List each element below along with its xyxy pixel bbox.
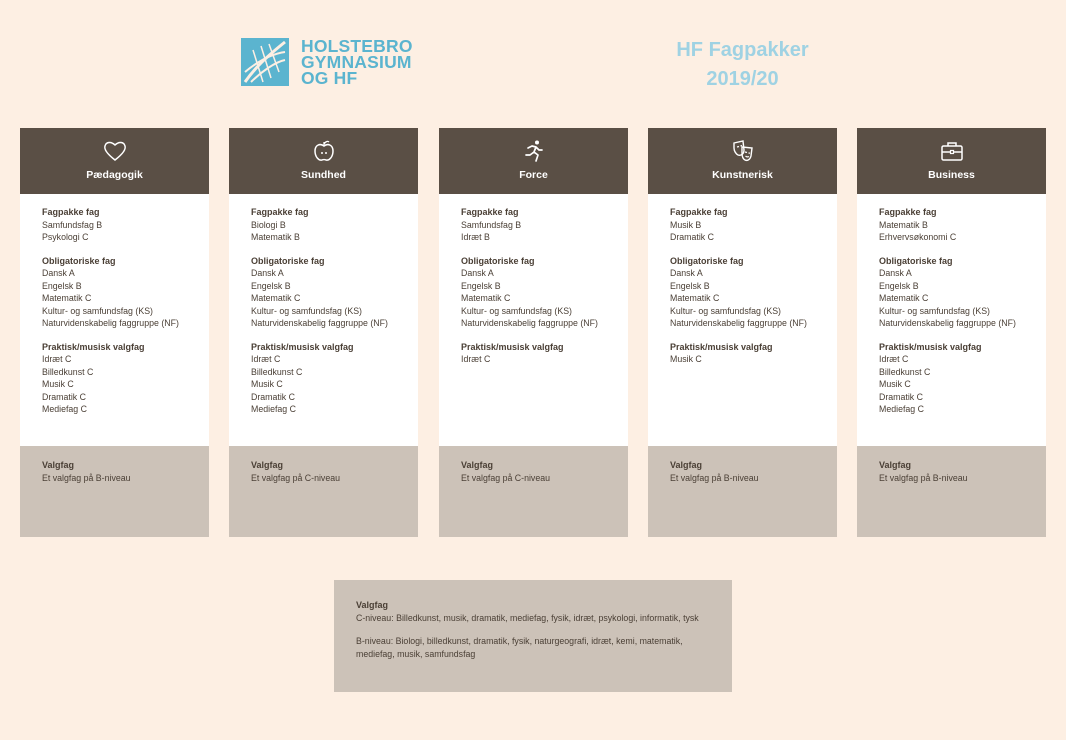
subject-item: Musik B <box>670 219 702 230</box>
package-subjects <box>857 194 1046 446</box>
subject-section <box>670 206 815 244</box>
subject-item: Billedkunst C <box>251 366 303 377</box>
package-subjects <box>229 194 418 446</box>
subject-item: Dansk A <box>42 268 75 278</box>
theater-masks-icon <box>730 138 756 164</box>
elective-heading: Valgfag <box>461 460 494 470</box>
subject-item: Engelsk B <box>461 280 501 291</box>
elective-text: Et valgfag på B-niveau <box>42 472 131 483</box>
package-subjects <box>20 194 209 446</box>
subject-item: Matematik C <box>879 293 929 303</box>
apple-icon <box>311 138 337 164</box>
section-heading: Obligatoriske fag <box>879 255 953 266</box>
section-heading: Fagpakke fag <box>879 207 937 217</box>
subject-item: Musik C <box>42 379 74 389</box>
page-title-line-2: 2019/20 <box>706 68 779 90</box>
subject-item: Kultur- og samfundsfag (KS) <box>879 305 990 316</box>
subject-section <box>251 341 396 416</box>
subject-item: Naturvidenskabelig faggruppe (NF) <box>251 318 388 328</box>
package-elective <box>857 446 1046 537</box>
package-column-kunstnerisk <box>648 128 837 537</box>
logo-line-2: GYMNASIUM <box>301 52 412 72</box>
subject-item: Dansk A <box>879 268 912 278</box>
dna-logo-icon <box>241 38 289 86</box>
subject-item: Idræt B <box>461 232 490 242</box>
subject-item: Dansk A <box>670 268 703 278</box>
package-header <box>20 128 209 194</box>
subject-item: Naturvidenskabelig faggruppe (NF) <box>42 318 179 328</box>
subject-item: Idræt C <box>251 354 281 364</box>
elective-heading: Valgfag <box>879 460 912 470</box>
subject-section <box>670 341 815 366</box>
electives-heading: Valgfag <box>356 600 389 610</box>
section-heading: Praktisk/musisk valgfag <box>42 341 145 352</box>
elective-heading: Valgfag <box>670 460 703 470</box>
subject-item: Matematik C <box>670 293 720 303</box>
section-heading: Fagpakke fag <box>251 207 309 217</box>
subject-item: Idræt C <box>461 354 491 364</box>
package-header <box>648 128 837 194</box>
subject-item: Matematik C <box>251 293 301 303</box>
package-header <box>229 128 418 194</box>
subject-item: Mediefag C <box>879 404 924 414</box>
subject-item: Kultur- og samfundsfag (KS) <box>251 305 362 316</box>
subject-item: Dramatik C <box>251 391 295 402</box>
subject-item: Naturvidenskabelig faggruppe (NF) <box>670 318 807 328</box>
elective-text: Et valgfag på C-niveau <box>251 472 340 483</box>
package-title: Pædagogik <box>86 169 143 181</box>
subject-section <box>42 341 187 416</box>
elective-heading: Valgfag <box>42 460 75 470</box>
subject-item: Dramatik C <box>42 391 86 402</box>
subject-item: Musik C <box>670 354 702 364</box>
package-elective <box>439 446 628 537</box>
section-heading: Obligatoriske fag <box>670 255 744 266</box>
subject-item: Billedkunst C <box>879 366 931 377</box>
subject-section <box>251 206 396 244</box>
subject-item: Musik C <box>251 379 283 389</box>
subject-item: Naturvidenskabelig faggruppe (NF) <box>879 318 1016 328</box>
school-logo <box>241 37 413 87</box>
subject-item: Kultur- og samfundsfag (KS) <box>461 305 572 316</box>
package-elective <box>648 446 837 537</box>
subject-item: Kultur- og samfundsfag (KS) <box>42 305 153 316</box>
subject-item: Engelsk B <box>670 280 710 291</box>
package-elective <box>20 446 209 537</box>
package-column-force <box>439 128 628 537</box>
elective-text: Et valgfag på C-niveau <box>461 472 550 483</box>
package-title: Kunstnerisk <box>712 169 773 181</box>
subject-section <box>42 255 187 330</box>
package-column-pædagogik <box>20 128 209 537</box>
subject-section <box>879 255 1024 330</box>
subject-item: Musik C <box>879 379 911 389</box>
logo-text <box>301 38 413 86</box>
subject-item: Matematik B <box>251 232 300 242</box>
subject-section <box>42 206 187 244</box>
subject-item: Idræt C <box>42 354 72 364</box>
elective-text: Et valgfag på B-niveau <box>670 472 759 483</box>
subject-item: Samfundsfag B <box>461 219 522 230</box>
subject-item: Engelsk B <box>251 280 291 291</box>
subject-item: Billedkunst C <box>42 366 94 377</box>
logo-line-1: HOLSTEBRO <box>301 36 413 56</box>
subject-item: Engelsk B <box>879 280 919 291</box>
subject-section <box>879 341 1024 416</box>
subject-section <box>251 255 396 330</box>
subject-item: Mediefag C <box>251 404 296 414</box>
section-heading: Obligatoriske fag <box>42 255 116 266</box>
page-title <box>640 36 845 94</box>
package-column-sundhed <box>229 128 418 537</box>
section-heading: Fagpakke fag <box>42 207 100 217</box>
package-subjects <box>439 194 628 446</box>
section-heading: Praktisk/musisk valgfag <box>461 341 564 352</box>
subject-item: Biologi B <box>251 219 286 230</box>
subject-section <box>461 255 606 330</box>
subject-section <box>879 206 1024 244</box>
heart-icon <box>102 138 128 164</box>
electives-b-level: B-niveau: Biologi, billedkunst, dramatik, fysik, naturgeografi, idræt, kemi, matematik, mediefag, musik, samfundsfag <box>356 636 683 659</box>
package-title: Sundhed <box>301 169 346 181</box>
package-subjects <box>648 194 837 446</box>
subject-item: Naturvidenskabelig faggruppe (NF) <box>461 318 598 328</box>
subject-item: Matematik B <box>879 219 928 230</box>
subject-section <box>670 255 815 330</box>
logo-line-3: OG HF <box>301 68 358 88</box>
section-heading: Fagpakke fag <box>461 207 519 217</box>
subject-item: Erhvervsøkonomi C <box>879 232 957 242</box>
subject-item: Engelsk B <box>42 280 82 291</box>
section-heading: Fagpakke fag <box>670 207 728 217</box>
package-title: Business <box>928 169 975 181</box>
elective-heading: Valgfag <box>251 460 284 470</box>
electives-c-level: C-niveau: Billedkunst, musik, dramatik, mediefag, fysik, idræt, psykologi, informatik, tysk <box>356 613 699 623</box>
section-heading: Obligatoriske fag <box>461 255 535 266</box>
package-elective <box>229 446 418 537</box>
subject-section <box>461 341 606 366</box>
runner-icon <box>521 138 547 164</box>
section-heading: Praktisk/musisk valgfag <box>879 341 982 352</box>
subject-section <box>461 206 606 244</box>
page-title-line-1: HF Fagpakker <box>676 39 809 61</box>
package-title: Force <box>519 169 548 181</box>
section-heading: Obligatoriske fag <box>251 255 325 266</box>
subject-item: Idræt C <box>879 354 909 364</box>
subject-item: Mediefag C <box>42 404 87 414</box>
package-header <box>857 128 1046 194</box>
subject-item: Dramatik C <box>670 232 714 242</box>
subject-item: Dansk A <box>461 268 494 278</box>
package-column-business <box>857 128 1046 537</box>
section-heading: Praktisk/musisk valgfag <box>670 341 773 352</box>
briefcase-icon <box>939 138 965 164</box>
subject-item: Kultur- og samfundsfag (KS) <box>670 305 781 316</box>
subject-item: Matematik C <box>461 293 511 303</box>
package-header <box>439 128 628 194</box>
subject-item: Psykologi C <box>42 232 89 242</box>
electives-box <box>334 580 732 692</box>
elective-text: Et valgfag på B-niveau <box>879 472 968 483</box>
subject-item: Dramatik C <box>879 391 923 402</box>
section-heading: Praktisk/musisk valgfag <box>251 341 354 352</box>
subject-item: Dansk A <box>251 268 284 278</box>
subject-item: Samfundsfag B <box>42 219 103 230</box>
subject-item: Matematik C <box>42 293 92 303</box>
